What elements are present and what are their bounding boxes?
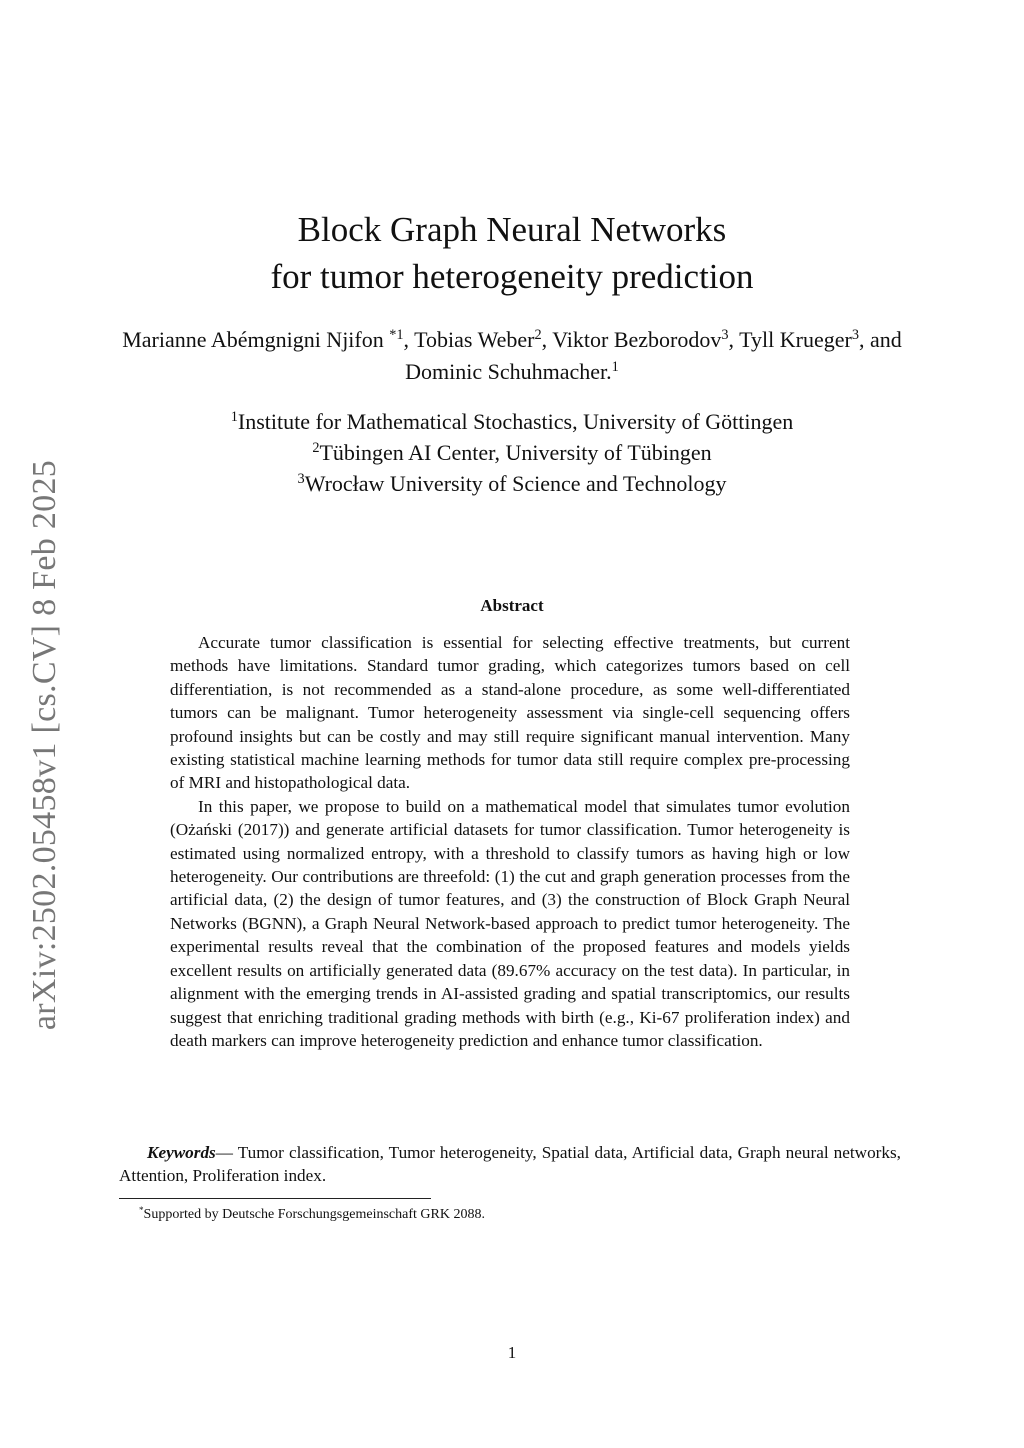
author-list (112, 324, 912, 388)
author-superscript: 1 (611, 359, 619, 376)
keywords-text: Tumor classification, Tumor heterogeneity, Spatial data, Artificial data, Graph neural networks, Attention, Proliferation index. (119, 1143, 901, 1186)
author-superscript: 2 (534, 327, 542, 344)
abstract-body (170, 631, 850, 1052)
keywords-dash: — (215, 1143, 238, 1162)
affiliation-text: Tübingen AI Center, University of Tübingen (319, 440, 712, 465)
title-line-1: Block Graph Neural Networks (297, 210, 727, 249)
page-number: 1 (507, 1343, 517, 1362)
affiliation-superscript: 2 (312, 440, 320, 457)
abstract-paragraph-2: In this paper, we propose to build on a mathematical model that simulates tumor evolution (Ożański (2017)) and generate artificial datasets for tumor classification. Tumor heterogeneity is estimated using normalized entropy, with a threshold to classify tumors as having high or low heterogeneity. Our contributions are threefold: (1) the cut and graph generation processes from the artificial data, (2) the design of tumor features, and (3) the construction of Block Graph Neural Networks (BGNN), a Graph Neural Network-based approach to predict tumor heterogeneity. The experimental results reveal that the combination of the proposed features and models yields excellent results on artificially generated data (89.67% accuracy on the test data). In particular, in alignment with the emerging trends in AI-assisted grading and spatial transcriptomics, our results suggest that enriching traditional grading methods with birth (e.g., Ki-67 proliferation index) and death markers can improve heterogeneity prediction and enhance tumor classification. (170, 796, 850, 1050)
author-name: , and Dominic Schuhmacher. (405, 327, 902, 384)
affiliations (112, 406, 912, 499)
affiliation-2 (112, 437, 912, 468)
title-line-2: for tumor heterogeneity prediction (270, 257, 754, 296)
keywords (119, 1141, 901, 1188)
affiliation-text: Wrocław University of Science and Technology (304, 471, 727, 496)
abstract-paragraph-1: Accurate tumor classification is essential for selecting effective treatments, but current methods have limitations. Standard tumor grading, which categorizes tumors based on cell differentiation, is not recommended as a stand-alone procedure, as some well-differentiated tumors can be malignant. Tumor heterogeneity assessment via single-cell sequencing offers profound insights but can be costly and may still require significant manual intervention. Many existing statistical machine learning methods for tumor data still require complex pre-processing of MRI and histopathological data. (170, 633, 850, 793)
footnote-text: Supported by Deutsche Forschungsgemeinschaft GRK 2088. (143, 1207, 485, 1222)
affiliation-1 (112, 406, 912, 437)
affiliation-superscript: 3 (297, 471, 305, 488)
keywords-label: Keywords (147, 1143, 216, 1162)
author-name: , Viktor Bezborodov (541, 327, 722, 352)
affiliation-text: Institute for Mathematical Stochastics, University of Göttingen (237, 409, 794, 434)
author-superscript: 3 (851, 327, 859, 344)
author-name: , Tyll Krueger (728, 327, 852, 352)
author-name: , Tobias Weber (403, 327, 535, 352)
arxiv-identifier: arXiv:2502.05458v1 [cs.CV] 8 Feb 2025 (26, 459, 63, 1031)
affiliation-3 (112, 468, 912, 499)
footnote-mark: * (139, 1205, 144, 1215)
author-name: Marianne Abémgnigni Njifon (122, 327, 390, 352)
affiliation-superscript: 1 (230, 409, 238, 426)
author-superscript: 3 (721, 327, 729, 344)
author-superscript: *1 (389, 327, 404, 344)
footnote (139, 1206, 485, 1224)
paper-title (112, 206, 912, 300)
abstract-heading: Abstract (480, 596, 544, 615)
footnote-rule (119, 1198, 431, 1199)
